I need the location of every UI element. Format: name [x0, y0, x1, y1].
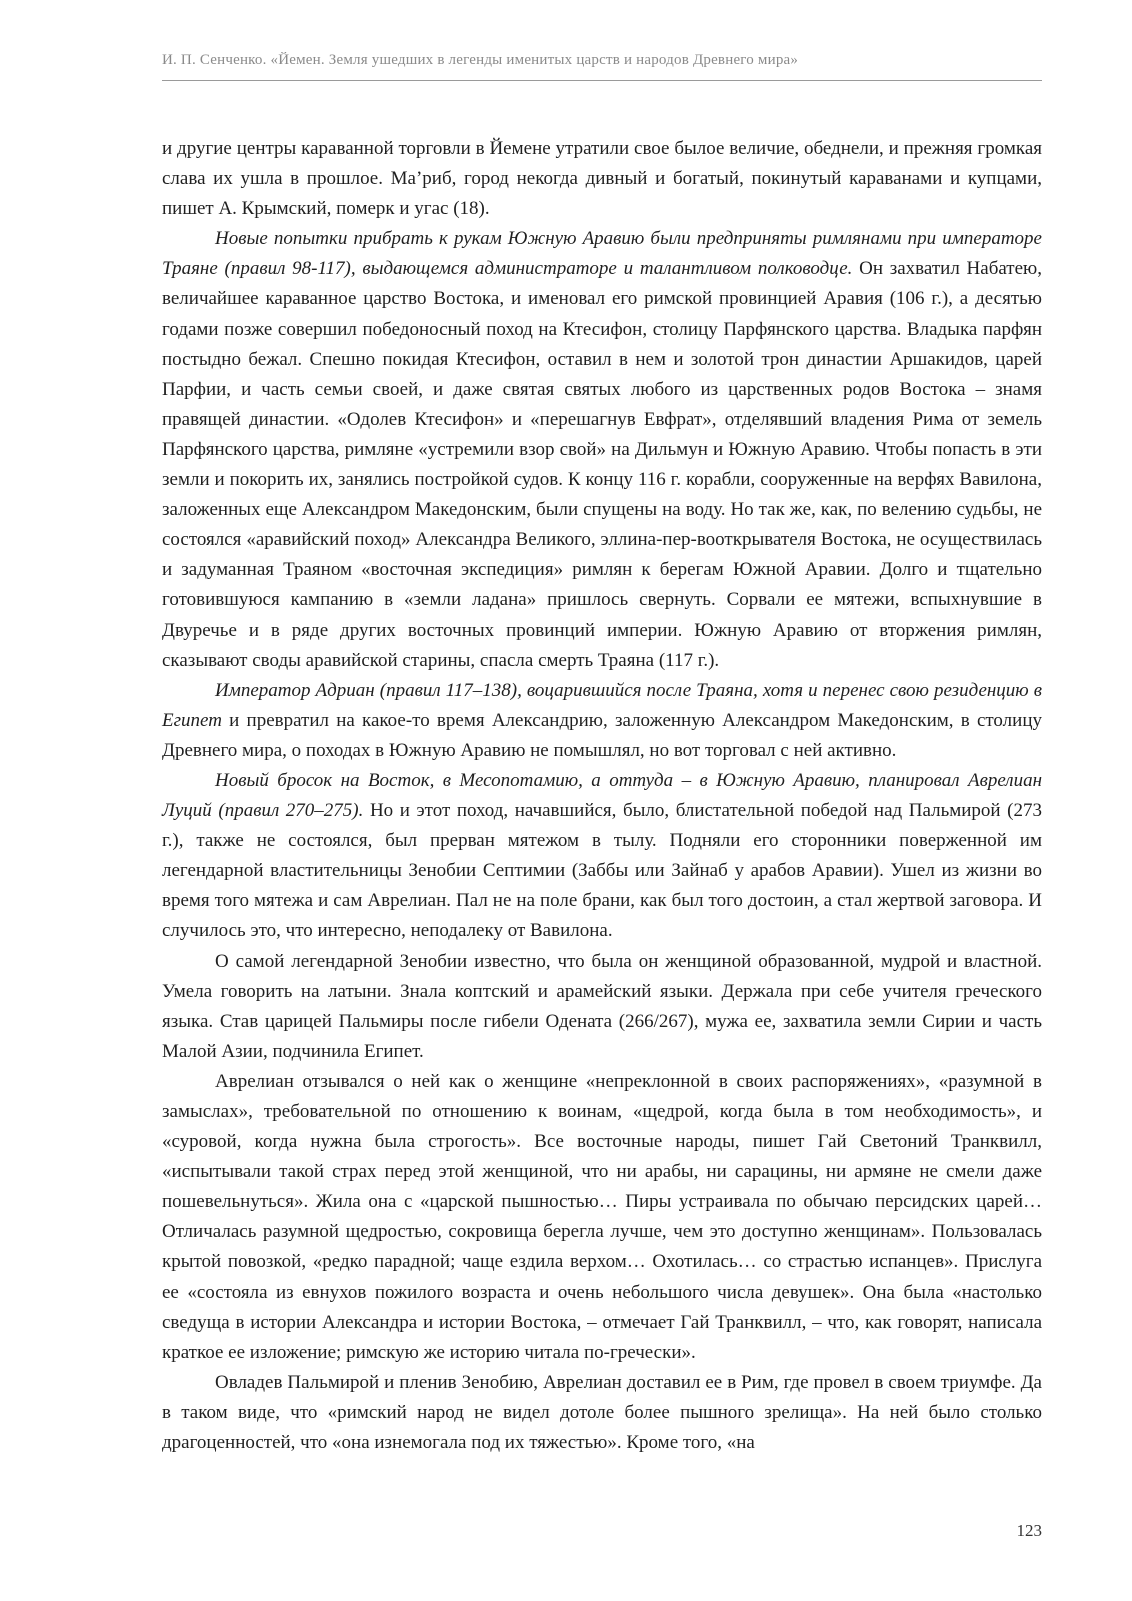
paragraph-text: и другие центры караванной торговли в Йемене утратили свое былое величие, обеднели, и прежняя громкая слава их ушла в прошлое. Ма’риб, город некогда дивный и богатый, покинутый караванами и купцами, пишет А. Крымский, померк и угас (18).	[162, 138, 1042, 220]
paragraph-text: О самой легендарной Зенобии известно, что была он женщиной образованной, мудрой и властной. Умела говорить на латыни. Знала коптский и арамейский языки. Держала при себе учителя греческого языка. Став царицей Пальмиры после гибели Одената (266/267), мужа ее, захватила земли Сирии и часть Малой Азии, подчинила Египет.	[162, 950, 1042, 1062]
paragraph-italic-lead: Император Адриан (правил 117–138), воцарившийся после Траяна, хотя и перенес свою резиденцию в Египет	[162, 679, 1042, 731]
paragraph-hadrian	[162, 676, 1042, 766]
paragraph-aurelian	[162, 766, 1042, 947]
running-header: И. П. Сенченко. «Йемен. Земля ушедших в легенды именитых царств и народов Древнего мира»	[162, 52, 799, 68]
main-text	[162, 134, 1042, 1458]
paragraph-text: Но и этот поход, начавшийся, было, блистательной победой над Пальмирой (273 г.), также не состоялся, был прерван мятежом в тылу. Подняли его сторонники поверженной им легендарной властительницы Зенобии Септимии (Заббы или Зайнаб у арабов Аравии). Ушел из жизни во время того мятежа и сам Аврелиан. Пал не на поле брани, как был того достоин, а стал жертвой заговора. И случилось это, что интересно, неподалеку от Вавилона.	[162, 800, 1042, 942]
paragraph-aurelian-quotes	[162, 1067, 1042, 1368]
page-number: 123	[1016, 1521, 1042, 1540]
paragraph-text: Он захватил Набатею, величайшее караванное царство Востока, и именовал его римской провинцией Аравия (106 г.), а десятью годами позже совершил победоносный поход на Ктесифон, столицу Парфянского царства. Владыка парфян постыдно бежал. Спешно покидая Ктесифон, оставил в нем и золотой трон династии Аршакидов, царей Парфии, и часть семьи своей, и даже святая святых любого из царственных родов Востока – знамя правящей династии. «Одолев Ктесифон» и «перешагнув Евфрат», отделявший владения Рима от земель Парфянского царства, римляне «устремили взор свой» на Дильмун и Южную Аравию. Чтобы попасть в эти земли и покорить их, занялись постройкой судов. К концу 116 г. корабли, сооруженные на верфях Вавилона, заложенных еще Александром Македонским, были спущены на воду. Но так же, как, по велению судьбы, не состоялся «аравийский поход» Александра Великого, эллина-пер-вооткрывателя Востока, не осуществилась и задуманная Траяном «восточная экспедиция» римлян к берегам Южной Аравии. Долго и тщательно готовившуюся кампанию в «земли ладана» пришлось свернуть. Сорвали ее мятежи, вспыхнувшие в Двуречье и в ряде других восточных провинций империи. Южную Аравию от вторжения римлян, сказывают своды аравийской старины, спасла смерть Траяна (117 г.).	[162, 258, 1042, 671]
header-divider	[162, 80, 1042, 81]
paragraph-italic-lead: Новые попытки прибрать к рукам Южную Аравию были предприняты римлянами при императоре Траяне (правил 98-117), выдающемся администраторе и талантливом полководце.	[162, 228, 1042, 280]
paragraph-trajan	[162, 224, 1042, 675]
paragraph-zenobia	[162, 947, 1042, 1067]
paragraph-text: Аврелиан отзывался о ней как о женщине «непреклонной в своих распоряжениях», «разумной в замыслах», требовательной по отношению к воинам, «щедрой, когда была в том необходимость», и «суровой, когда нужна была строгость». Все восточные народы, пишет Гай Светоний Транквилл, «испытывали такой страх перед этой женщиной, что ни арабы, ни сарацины, ни армяне не смели даже пошевельнуться». Жила она с «царской пышностью… Пиры устраивала по обычаю персидских царей…Отличалась разумной щедростью, сокровища берегла лучше, чем это доступно женщинам». Пользовалась крытой повозкой, «редко парадной; чаще ездила верхом… Охотилась… со страстью испанцев». Прислуга ее «состояла из евнухов пожилого возраста и очень небольшого числа девушек». Она была «настолько сведуща в истории Александра и истории Востока, – отмечает Гай Транквилл, – что, как говорят, написала краткое ее изложение; римскую же историю читала по-гречески».	[162, 1070, 1042, 1363]
paragraph-text: Овладев Пальмирой и пленив Зенобию, Аврелиан доставил ее в Рим, где провел в своем триумфе. Да в таком виде, что «римский народ не видел дотоле более пышного зрелища». На ней было столько драгоценностей, что «она изнемогала под их тяжестью». Кроме того, «на	[162, 1371, 1042, 1454]
paragraph-triumph	[162, 1368, 1042, 1458]
paragraph-continuation	[162, 134, 1042, 224]
paragraph-italic-lead: Новый бросок на Восток, в Месопотамию, а оттуда – в Южную Аравию, планировал Аврелиан Луций (правил 270–275).	[162, 769, 1042, 822]
paragraph-text: и превратил на какое-то время Александрию, заложенную Александром Македонским, в столицу Древнего мира, о походах в Южную Аравию не помышлял, но вот торговал с ней активно.	[162, 709, 1042, 761]
